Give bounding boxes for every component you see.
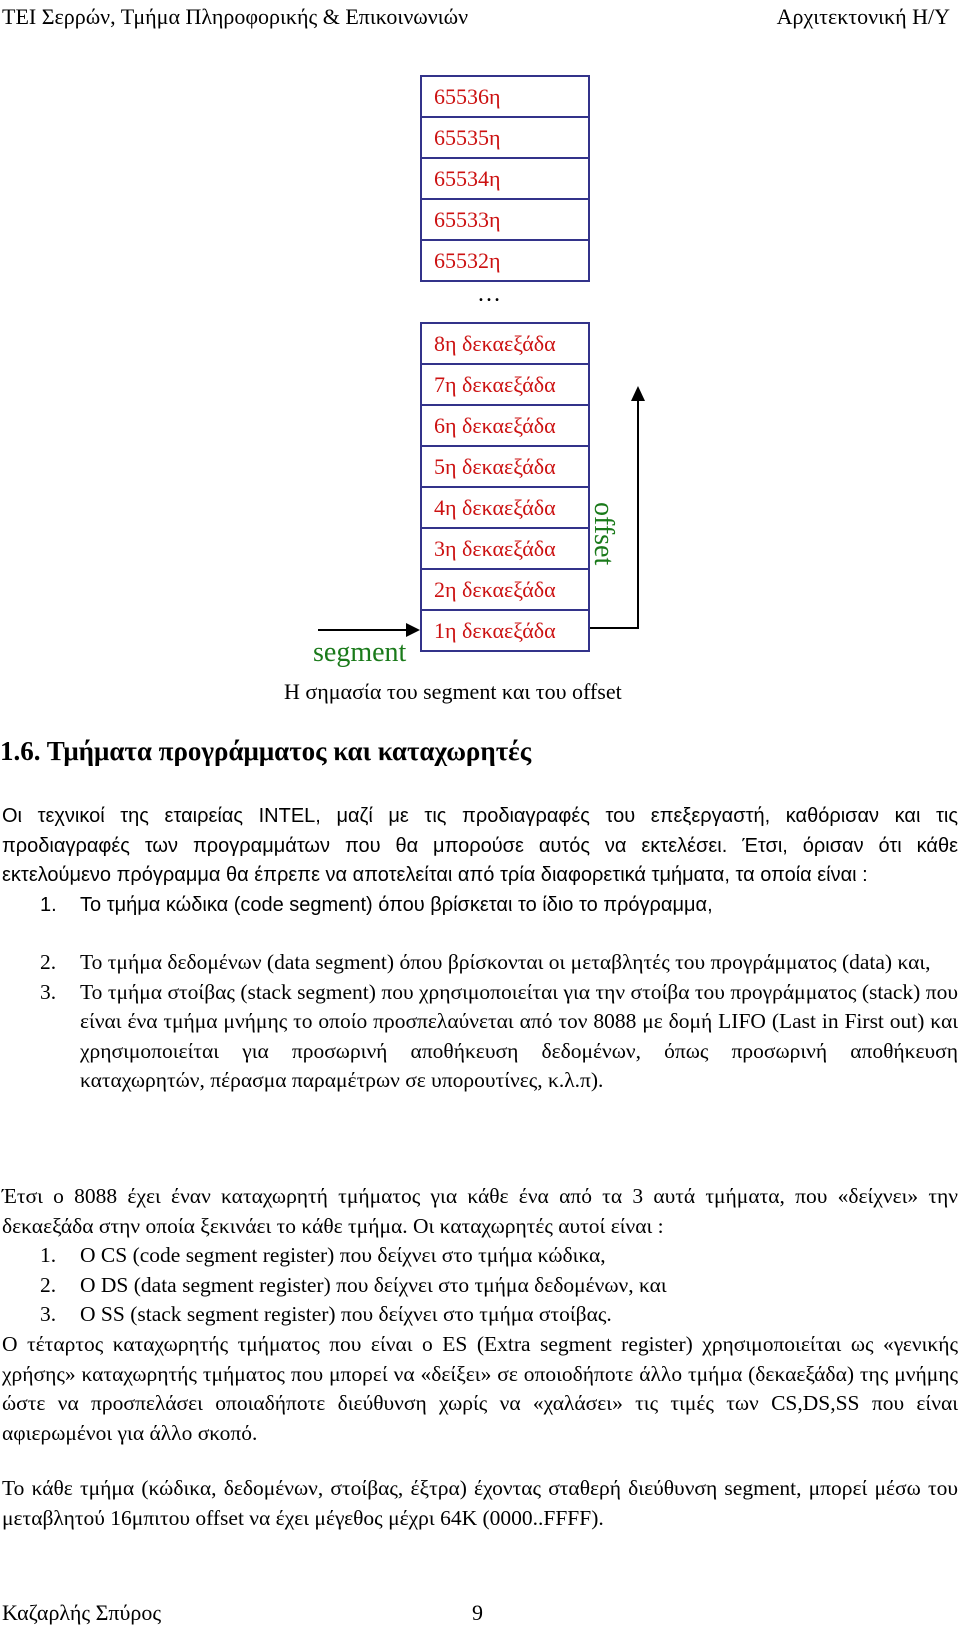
es-text: Ο τέταρτος καταχωρητής τμήματος που είναι ο ES (Extra segment register) χρησιμοποιείται ως «γενικής χρήσης» καταχωρητής τμήματος που μπορεί να «δείξει» σε οποιοδήποτε άλλο τμήμα (δεκαεξάδα) της μνήμης ώστε να προσπελάσει οποιαδήποτε διεύθυνση χωρίς να «χαλάσει» τις τιμές των CS,DS,SS που είναι αφιερωμένοι για άλλο σκοπό. [2,1332,958,1445]
segment-arrow-head [406,623,420,637]
memory-cell: 4η δεκαεξάδα [420,486,590,529]
memory-cell: 65536η [420,75,590,118]
memory-cell: 65535η [420,116,590,159]
registers-paragraph: Έτσι ο 8088 έχει έναν καταχωρητή τμήματος για κάθε ένα από τα 3 αυτά τμήματα, που «δείχνει» την δεκαεξάδα στην οποία ξεκινάει το κάθε τμήμα. Οι καταχωρητές αυτοί είναι : [2,1184,958,1238]
memory-cell: 5η δεκαεξάδα [420,445,590,488]
footer-author: Καζαρλής Σπύρος [2,1600,162,1625]
list-text: Ο DS (data segment register) που δείχνει στο τμήμα δεδομένων, και [80,1272,667,1297]
memory-cell: 6η δεκαεξάδα [420,404,590,447]
list-item [2,978,958,1096]
section-title: 1.6. Τμήματα προγράμματος και καταχωρητές [0,736,532,766]
registers-block [2,1182,958,1330]
figure-caption: Η σημασία του segment και του offset [284,679,622,704]
list-item [2,948,958,978]
list-text: Ο CS (code segment register) που δείχνει στο τμήμα κώδικα, [80,1243,606,1267]
intro-paragraph: Οι τεχνικοί της εταιρείας INTEL, μαζί με τις προδιαγραφές του επεξεργαστή, καθόρισαν και τις προδιαγραφές των προγραμμάτων που θα μπορούσε αυτός να εκτελέσει. Έτσι, όρισαν ότι κάθε εκτελούμενο πρόγραμμα θα έπρεπε να αποτελείται από τρία διαφορετικά τμήματα, τα οποία είναι : [2,805,958,886]
memory-cell: 1η δεκαεξάδα [420,609,590,652]
segments-list [2,891,958,921]
list-number: 1. [40,893,57,916]
es-paragraph [2,1330,958,1448]
memory-ellipsis: … [477,281,503,307]
registers-list [2,1241,958,1330]
list-text: Το τμήμα δεδομένων (data segment) όπου βρίσκονται οι μεταβλητές του προγράμματος (data) και, [80,950,931,974]
last-text: Το κάθε τμήμα (κώδικα, δεδομένων, στοίβας, έξτρα) έχοντας σταθερή διεύθυνση segment, μπορεί μέσω του μεταβλητού 16μπιτου offset να έχει μέγεθος μέχρι 64K (0000..FFFF). [2,1476,958,1530]
list-text: Το τμήμα κώδικα (code segment) όπου βρίσκεται το ίδιο το πρόγραμμα, [80,893,713,916]
list-item [2,1241,958,1271]
header-left: ΤΕΙ Σερρών, Τμήμα Πληροφορικής & Επικοινωνιών [2,4,469,29]
list-item [2,891,958,921]
last-paragraph [2,1474,958,1533]
memory-cell: 65533η [420,198,590,241]
list-item [2,1300,958,1330]
memory-cell: 7η δεκαεξάδα [420,363,590,406]
list-number: 3. [40,979,57,1004]
memory-cell: 65534η [420,157,590,200]
offset-label: offset [588,502,619,566]
segments-list-cont [2,948,958,1096]
memory-cell: 2η δεκαεξάδα [420,568,590,611]
list-number: 3. [40,1302,57,1326]
memory-cell: 65532η [420,239,590,282]
offset-arrow-head [631,386,645,401]
memory-stack [420,75,590,652]
list-text: Το τμήμα στοίβας (stack segment) που χρησιμοποιείται για την στοίβα του προγράμματος (stack) που είναι ένα τμήμα μνήμης το οποίο προσπελαύνεται από τον 8088 με δομή LIFO (Last in First out) και χρησιμοποιείται για προσωρινή αποθήκευση δεδομένων, όπως προσωρινή αποθήκευση καταχωρητών, πέρασμα παραμέτρων σε υπορουτίνες, κ.λ.π). [80,979,958,1092]
segment-label: segment [313,637,407,668]
intro-list-block [2,948,958,1096]
list-number: 2. [40,1272,57,1297]
intro-block [2,802,958,920]
memory-cell: 8η δεκαεξάδα [420,322,590,365]
footer-page-number: 9 [472,1600,483,1625]
memory-cell: 3η δεκαεξάδα [420,527,590,570]
list-item [2,1271,958,1301]
list-text: Ο SS (stack segment register) που δείχνει στο τμήμα στοίβας. [80,1302,612,1326]
list-number: 2. [40,950,57,974]
list-number: 1. [40,1243,57,1267]
header-right: Αρχιτεκτονική Η/Υ [776,4,950,29]
